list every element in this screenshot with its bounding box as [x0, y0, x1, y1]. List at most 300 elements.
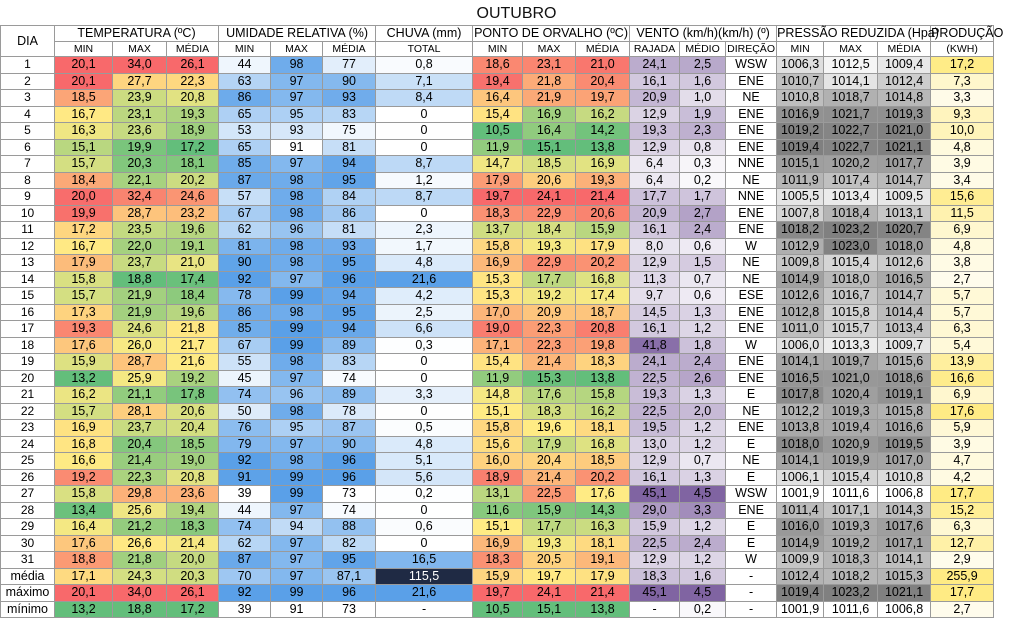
table-cell: 1011,9: [777, 172, 824, 189]
table-row: [1, 337, 994, 354]
table-row: [1, 57, 994, 74]
table-cell: 1010,8: [777, 90, 824, 107]
table-cell: 12,9: [630, 106, 680, 123]
table-cell: 1015,1: [777, 156, 824, 173]
table-cell: 1021,0: [824, 370, 878, 387]
subheader-13: MIN: [777, 42, 824, 57]
table-cell: NE: [726, 453, 777, 470]
table-cell: 23,2: [167, 205, 219, 222]
table-cell: 24,1: [630, 57, 680, 74]
table-cell: 4,8: [931, 139, 994, 156]
table-cell: ENE: [726, 205, 777, 222]
table-cell: 92: [219, 271, 271, 288]
table-cell: 16,2: [576, 403, 630, 420]
table-cell: E: [726, 519, 777, 536]
table-cell: W: [726, 238, 777, 255]
table-cell: 12,7: [931, 535, 994, 552]
table-cell: 1019,4: [777, 585, 824, 602]
table-cell: 2,3: [680, 123, 726, 140]
table-cell: 14,8: [473, 387, 523, 404]
table-cell: 21,1: [113, 387, 167, 404]
table-cell: 63: [219, 73, 271, 90]
table-cell: 1014,3: [878, 502, 931, 519]
table-cell: 1019,3: [878, 106, 931, 123]
table-cell: 1007,8: [777, 205, 824, 222]
table-cell: 1017,1: [878, 535, 931, 552]
table-cell: 22,5: [523, 486, 576, 503]
table-cell: 15,9: [630, 519, 680, 536]
umidade-header: UMIDADE RELATIVA (%): [219, 26, 376, 42]
table-cell: 1009,9: [777, 552, 824, 569]
day-cell: 25: [1, 453, 55, 470]
table-cell: 96: [271, 387, 323, 404]
table-cell: 75: [323, 123, 376, 140]
table-cell: 91: [271, 601, 323, 618]
table-cell: ENE: [726, 123, 777, 140]
table-cell: 97: [271, 370, 323, 387]
table-cell: 32,4: [113, 189, 167, 206]
table-cell: 19,3: [523, 535, 576, 552]
table-cell: 18,3: [630, 568, 680, 585]
table-cell: 92: [219, 453, 271, 470]
table-cell: 17,6: [576, 486, 630, 503]
table-cell: 20,3: [113, 156, 167, 173]
table-cell: 19,3: [576, 172, 630, 189]
summary-row: [1, 568, 994, 585]
table-cell: 16,9: [55, 420, 113, 437]
table-cell: 19,3: [55, 321, 113, 338]
table-cell: NE: [726, 255, 777, 272]
table-cell: 1014,9: [777, 535, 824, 552]
table-cell: 1,2: [680, 519, 726, 536]
table-cell: 81: [219, 238, 271, 255]
table-cell: -: [726, 568, 777, 585]
table-cell: 0,7: [680, 453, 726, 470]
table-cell: 17,7: [630, 189, 680, 206]
table-row: [1, 420, 994, 437]
table-cell: 1012,4: [878, 73, 931, 90]
summary-row: [1, 585, 994, 602]
table-cell: 17,9: [55, 255, 113, 272]
table-cell: 11,9: [473, 139, 523, 156]
table-cell: 21,6: [167, 354, 219, 371]
table-cell: 0,5: [376, 420, 473, 437]
table-cell: 1006,0: [777, 337, 824, 354]
table-cell: 87: [219, 172, 271, 189]
table-cell: 4,2: [931, 469, 994, 486]
table-cell: 17,9: [473, 172, 523, 189]
table-cell: 94: [271, 519, 323, 536]
subheader-7: MIN: [473, 42, 523, 57]
table-cell: 1020,7: [878, 222, 931, 239]
table-cell: 1019,2: [777, 123, 824, 140]
table-row: [1, 502, 994, 519]
table-cell: 23,6: [167, 486, 219, 503]
day-cell: 12: [1, 238, 55, 255]
table-cell: 1015,3: [878, 568, 931, 585]
table-cell: 16,1: [630, 222, 680, 239]
table-cell: 86: [323, 205, 376, 222]
table-cell: 16,6: [931, 370, 994, 387]
table-cell: 1,3: [680, 387, 726, 404]
table-cell: 98: [271, 453, 323, 470]
table-cell: 0: [376, 205, 473, 222]
summary-label: mínimo: [1, 601, 55, 618]
table-cell: 19,2: [167, 370, 219, 387]
table-cell: 20,4: [576, 73, 630, 90]
table-cell: 16,8: [576, 436, 630, 453]
table-cell: 1,6: [680, 73, 726, 90]
table-cell: 14,7: [473, 156, 523, 173]
table-cell: 98: [271, 255, 323, 272]
table-cell: 45,1: [630, 585, 680, 602]
table-cell: 70: [219, 568, 271, 585]
table-cell: 19,7: [576, 90, 630, 107]
table-cell: 1016,6: [878, 420, 931, 437]
table-cell: 77: [323, 57, 376, 74]
table-cell: 11,5: [931, 205, 994, 222]
table-cell: 1017,1: [824, 502, 878, 519]
table-cell: 0: [376, 123, 473, 140]
table-cell: 1014,7: [878, 288, 931, 305]
table-cell: 1022,7: [824, 123, 878, 140]
table-cell: 1013,4: [878, 321, 931, 338]
table-row: [1, 123, 994, 140]
table-cell: 17,1: [473, 337, 523, 354]
subheader-1: MAX: [113, 42, 167, 57]
table-cell: 1012,5: [824, 57, 878, 74]
chuva-header: CHUVA (mm): [376, 26, 473, 42]
table-cell: ENE: [726, 370, 777, 387]
table-cell: 12,9: [630, 255, 680, 272]
table-cell: 1006,8: [878, 486, 931, 503]
table-cell: 85: [219, 321, 271, 338]
table-cell: 23,5: [113, 222, 167, 239]
table-row: [1, 354, 994, 371]
table-cell: 1018,7: [824, 90, 878, 107]
day-cell: 30: [1, 535, 55, 552]
table-cell: E: [726, 469, 777, 486]
table-cell: 91: [271, 139, 323, 156]
table-cell: 24,3: [113, 568, 167, 585]
table-cell: 13,7: [473, 222, 523, 239]
table-cell: 15,1: [523, 601, 576, 618]
table-cell: 93: [323, 238, 376, 255]
table-cell: 26,1: [167, 57, 219, 74]
table-cell: 4,2: [376, 288, 473, 305]
table-cell: 18,5: [523, 156, 576, 173]
table-cell: 17,0: [473, 304, 523, 321]
table-cell: 5,6: [376, 469, 473, 486]
table-cell: 1,5: [680, 255, 726, 272]
table-cell: 1019,1: [878, 387, 931, 404]
subheader-6: TOTAL: [376, 42, 473, 57]
table-cell: 1019,4: [777, 139, 824, 156]
table-cell: 18,7: [576, 304, 630, 321]
table-cell: 16,1: [630, 321, 680, 338]
table-cell: 17,6: [523, 387, 576, 404]
table-cell: 1016,9: [777, 106, 824, 123]
table-cell: 17,1: [55, 568, 113, 585]
table-cell: 20,2: [576, 469, 630, 486]
table-cell: 19,7: [473, 585, 523, 602]
table-cell: 1006,8: [878, 601, 931, 618]
table-cell: 0: [376, 354, 473, 371]
table-cell: 20,1: [55, 73, 113, 90]
table-cell: 17,3: [55, 304, 113, 321]
table-cell: 99: [271, 486, 323, 503]
table-cell: 19,7: [523, 568, 576, 585]
table-cell: 6,3: [931, 321, 994, 338]
day-cell: 14: [1, 271, 55, 288]
table-cell: 1014,1: [777, 453, 824, 470]
table-cell: 1,7: [680, 189, 726, 206]
table-cell: 39: [219, 486, 271, 503]
table-cell: 90: [323, 436, 376, 453]
table-cell: 62: [219, 535, 271, 552]
table-cell: 74: [323, 370, 376, 387]
table-cell: 24,6: [113, 321, 167, 338]
table-cell: 25,9: [113, 370, 167, 387]
table-cell: 96: [323, 271, 376, 288]
table-cell: 22,5: [630, 535, 680, 552]
table-cell: 18,8: [113, 271, 167, 288]
vento-header: VENTO (km/h)(km/h) (º): [630, 26, 777, 42]
table-cell: 89: [323, 337, 376, 354]
table-cell: 17,2: [167, 601, 219, 618]
table-cell: 12,9: [630, 552, 680, 569]
table-cell: 16,9: [523, 106, 576, 123]
table-cell: 95: [323, 255, 376, 272]
table-cell: ENE: [726, 502, 777, 519]
table-cell: 15,6: [473, 436, 523, 453]
table-cell: 2,3: [376, 222, 473, 239]
table-cell: 4,8: [376, 255, 473, 272]
table-cell: 16,7: [55, 238, 113, 255]
table-cell: W: [726, 337, 777, 354]
day-cell: 18: [1, 337, 55, 354]
table-cell: ENE: [726, 354, 777, 371]
table-cell: 19,3: [167, 106, 219, 123]
table-cell: 19,8: [576, 337, 630, 354]
table-cell: 19,4: [167, 502, 219, 519]
table-cell: 17,7: [523, 519, 576, 536]
table-cell: 17,6: [55, 337, 113, 354]
table-cell: 115,5: [376, 568, 473, 585]
table-cell: 13,2: [55, 601, 113, 618]
day-cell: 24: [1, 436, 55, 453]
table-cell: 18,5: [55, 90, 113, 107]
table-cell: 1001,9: [777, 486, 824, 503]
table-cell: 57: [219, 189, 271, 206]
table-cell: 17,2: [167, 139, 219, 156]
summary-label: máximo: [1, 585, 55, 602]
table-cell: 24,1: [523, 585, 576, 602]
table-cell: 8,4: [376, 90, 473, 107]
subheader-15: MÉDIA: [878, 42, 931, 57]
table-cell: 1013,8: [777, 420, 824, 437]
table-cell: 5,7: [931, 304, 994, 321]
day-cell: 21: [1, 387, 55, 404]
table-cell: 1019,3: [824, 403, 878, 420]
table-cell: 4,5: [680, 585, 726, 602]
table-cell: 21,9: [113, 304, 167, 321]
table-cell: 1,7: [376, 238, 473, 255]
table-cell: 44: [219, 57, 271, 74]
subheader-9: MÉDIA: [576, 42, 630, 57]
table-cell: 1016,7: [824, 288, 878, 305]
table-row: [1, 387, 994, 404]
table-cell: 15,9: [473, 568, 523, 585]
day-cell: 31: [1, 552, 55, 569]
table-cell: 95: [271, 420, 323, 437]
table-cell: 16,9: [576, 156, 630, 173]
table-cell: 16,0: [473, 453, 523, 470]
table-row: [1, 156, 994, 173]
table-cell: 1017,4: [824, 172, 878, 189]
table-cell: 97: [271, 552, 323, 569]
table-row: [1, 222, 994, 239]
table-cell: ENE: [726, 106, 777, 123]
table-cell: 1023,2: [824, 222, 878, 239]
day-cell: 17: [1, 321, 55, 338]
day-cell: 11: [1, 222, 55, 239]
table-cell: 18,1: [576, 535, 630, 552]
table-cell: 0,2: [680, 601, 726, 618]
table-cell: 4,8: [376, 436, 473, 453]
table-row: [1, 90, 994, 107]
table-cell: 1014,8: [878, 90, 931, 107]
table-cell: 15,9: [523, 502, 576, 519]
table-cell: 16,9: [473, 255, 523, 272]
table-cell: -: [630, 601, 680, 618]
table-cell: 1009,8: [777, 255, 824, 272]
table-cell: 12,9: [630, 139, 680, 156]
table-row: [1, 453, 994, 470]
table-cell: 97: [271, 73, 323, 90]
table-cell: 6,9: [931, 222, 994, 239]
table-cell: 3,4: [931, 172, 994, 189]
table-cell: 1017,7: [878, 156, 931, 173]
table-cell: 14,3: [576, 502, 630, 519]
table-cell: 81: [323, 222, 376, 239]
table-cell: 17,2: [931, 57, 994, 74]
table-cell: 89: [323, 387, 376, 404]
table-cell: 2,5: [376, 304, 473, 321]
table-cell: 96: [323, 585, 376, 602]
table-cell: 9,7: [630, 288, 680, 305]
table-cell: 3,3: [931, 90, 994, 107]
table-cell: 41,8: [630, 337, 680, 354]
table-cell: 1006,1: [777, 469, 824, 486]
table-cell: 1013,4: [824, 189, 878, 206]
table-cell: 15,8: [55, 486, 113, 503]
table-cell: 1015,4: [824, 255, 878, 272]
table-cell: 1018,0: [878, 238, 931, 255]
table-cell: 6,6: [376, 321, 473, 338]
subheader-2: MÉDIA: [167, 42, 219, 57]
table-cell: 17,6: [931, 403, 994, 420]
table-cell: 1018,4: [824, 205, 878, 222]
table-cell: 21,4: [523, 354, 576, 371]
table-cell: 1018,6: [878, 370, 931, 387]
table-cell: 0,6: [376, 519, 473, 536]
table-cell: 19,6: [167, 222, 219, 239]
summary-label: média: [1, 568, 55, 585]
table-cell: 22,3: [113, 469, 167, 486]
table-cell: 18,4: [523, 222, 576, 239]
table-cell: 2,9: [931, 552, 994, 569]
table-cell: 1,2: [680, 321, 726, 338]
table-cell: 86: [219, 304, 271, 321]
subheader-0: MIN: [55, 42, 113, 57]
table-cell: 18,1: [576, 420, 630, 437]
table-cell: WSW: [726, 57, 777, 74]
table-cell: 98: [271, 304, 323, 321]
table-cell: 39: [219, 601, 271, 618]
table-cell: 1019,5: [878, 436, 931, 453]
table-cell: 1009,5: [878, 189, 931, 206]
table-cell: 21,8: [167, 321, 219, 338]
table-cell: 1014,1: [824, 73, 878, 90]
subheader-3: MIN: [219, 42, 271, 57]
table-cell: 1017,8: [777, 387, 824, 404]
table-cell: 1018,2: [777, 222, 824, 239]
day-cell: 26: [1, 469, 55, 486]
table-cell: 74: [323, 502, 376, 519]
table-cell: 20,9: [523, 304, 576, 321]
table-cell: 18,3: [473, 205, 523, 222]
table-cell: 15,4: [473, 106, 523, 123]
table-cell: 15,7: [55, 288, 113, 305]
table-cell: 6,9: [931, 387, 994, 404]
table-cell: 16,3: [576, 519, 630, 536]
day-cell: 3: [1, 90, 55, 107]
table-cell: 28,7: [113, 205, 167, 222]
table-cell: 5,1: [376, 453, 473, 470]
table-cell: 3,9: [931, 156, 994, 173]
table-cell: 0,2: [680, 172, 726, 189]
table-cell: 28,7: [113, 354, 167, 371]
table-cell: 24,1: [630, 354, 680, 371]
table-cell: 1019,4: [824, 420, 878, 437]
table-cell: 22,3: [523, 337, 576, 354]
table-cell: 12,9: [630, 453, 680, 470]
pressao-header: PRESSÃO REDUZIDA (Hpa): [777, 26, 939, 40]
table-cell: 20,0: [167, 552, 219, 569]
table-cell: 86: [219, 90, 271, 107]
table-cell: 21,9: [523, 90, 576, 107]
table-cell: 19,1: [167, 238, 219, 255]
day-cell: 13: [1, 255, 55, 272]
table-cell: 79: [219, 436, 271, 453]
table-cell: 5,9: [931, 420, 994, 437]
table-cell: 17,9: [576, 568, 630, 585]
table-cell: 90: [323, 73, 376, 90]
table-cell: -: [376, 601, 473, 618]
table-cell: 1011,6: [824, 486, 878, 503]
table-cell: ENE: [726, 321, 777, 338]
table-cell: 1023,2: [824, 585, 878, 602]
table-cell: 19,7: [473, 189, 523, 206]
table-cell: 99: [271, 585, 323, 602]
table-cell: 15,1: [473, 519, 523, 536]
table-cell: 82: [323, 535, 376, 552]
table-cell: 15,1: [523, 139, 576, 156]
table-cell: 15,9: [55, 354, 113, 371]
table-cell: 0,8: [376, 57, 473, 74]
table-cell: 2,4: [680, 535, 726, 552]
